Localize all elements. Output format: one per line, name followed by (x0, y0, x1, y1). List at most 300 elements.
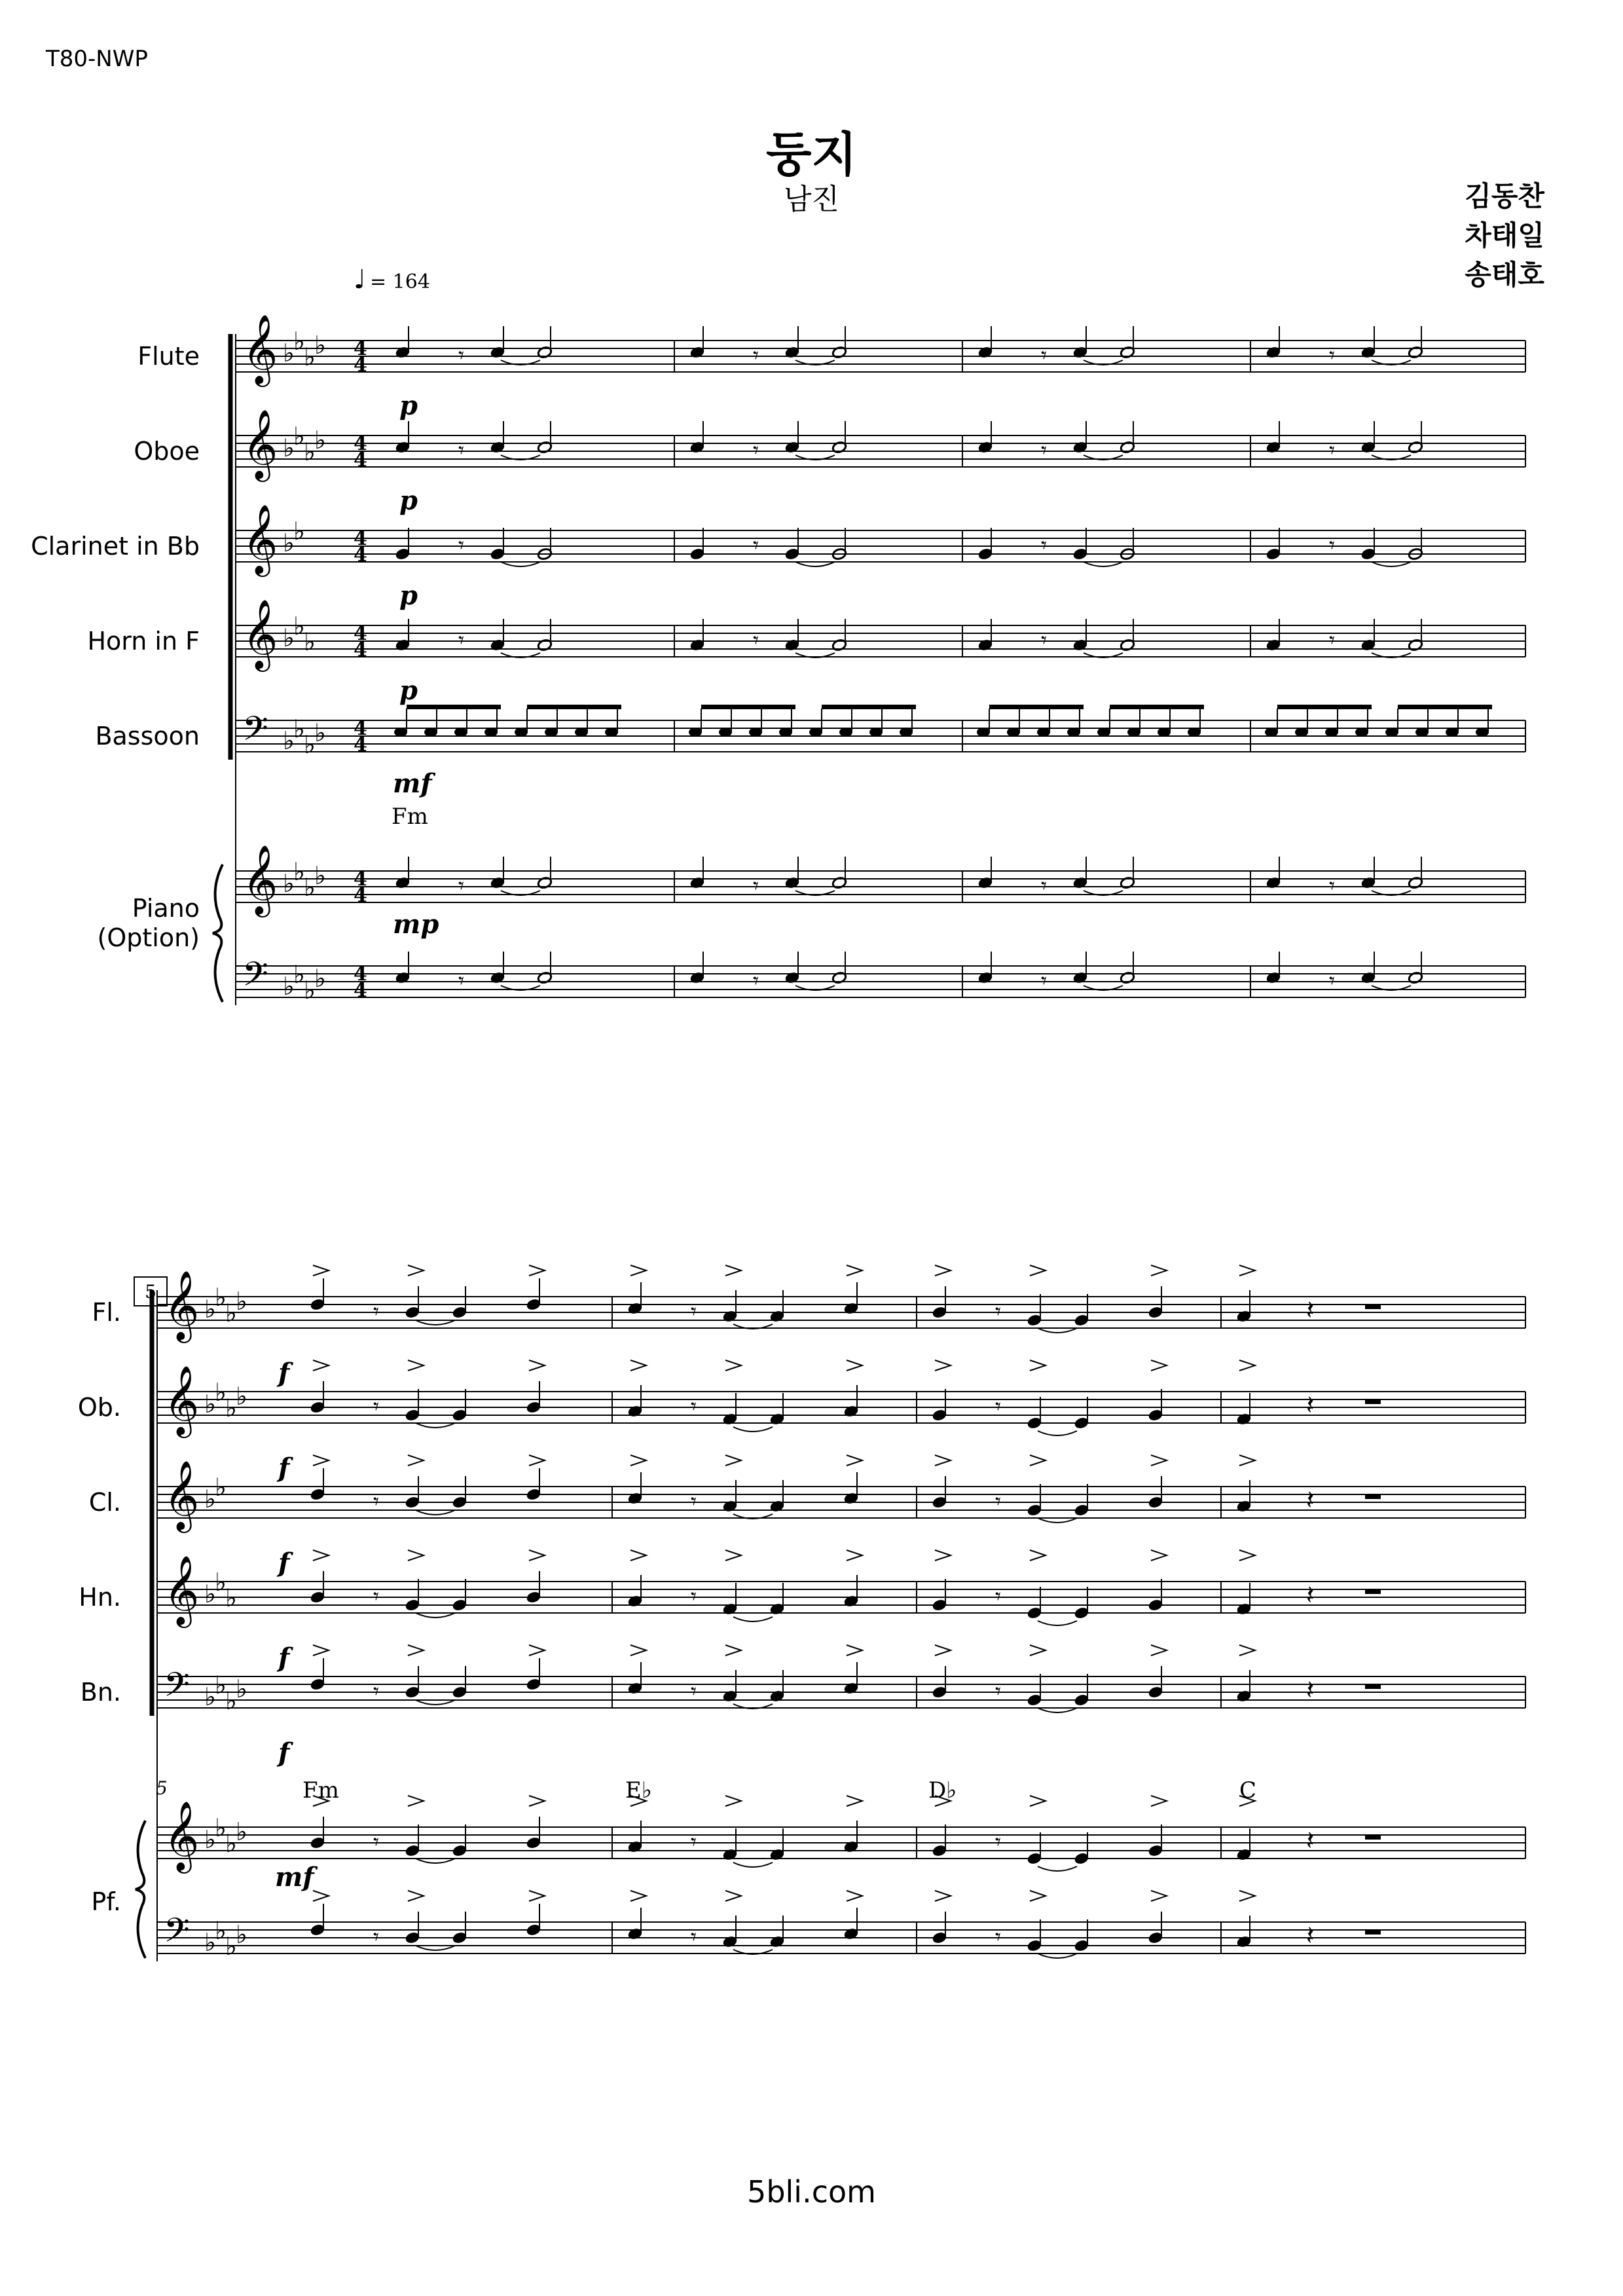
accent-mark (1239, 1265, 1255, 1276)
instrument-label: (Option) (97, 923, 200, 952)
eighth-rest-icon: 𝄾 (458, 873, 465, 899)
flat-icon: ♭ (304, 343, 316, 371)
flat-icon: ♭ (293, 714, 305, 743)
accent-mark (847, 1550, 862, 1561)
eighth-rest-icon: 𝄾 (691, 1924, 697, 1950)
note-head (1037, 728, 1050, 737)
flat-icon: ♭ (283, 726, 295, 755)
tie (1038, 1518, 1077, 1523)
accent-mark (529, 1360, 545, 1371)
time-signature: 4 (354, 622, 367, 645)
note-head (839, 728, 852, 737)
bass-clef-icon: 𝄢 (164, 1910, 190, 1958)
flat-icon: ♭ (304, 976, 316, 1005)
tie (1084, 562, 1123, 566)
accent-mark (313, 1360, 329, 1371)
eighth-rest-icon: 𝄾 (753, 627, 759, 654)
treble-clef-icon: 𝄞 (242, 314, 278, 384)
flat-icon: ♭ (236, 1920, 247, 1949)
accent-mark (313, 1265, 329, 1276)
accent-mark (408, 1796, 424, 1806)
instrument-label: Hn. (79, 1583, 121, 1612)
eighth-rest-icon: 𝄾 (1329, 343, 1336, 369)
quarter-note-icon: ♩ (354, 265, 366, 295)
bass-clef-icon: 𝄢 (164, 1665, 190, 1713)
accent-mark (1030, 1796, 1046, 1806)
flat-icon: ♭ (293, 327, 305, 356)
beam (701, 705, 795, 709)
accent-mark (725, 1645, 741, 1656)
accent-mark (725, 1550, 741, 1561)
instrument-label: Flute (137, 342, 200, 371)
accent-mark (529, 1455, 545, 1466)
flat-icon: ♭ (215, 1473, 227, 1502)
eighth-rest-icon: 𝄾 (373, 1583, 380, 1610)
accent-mark (630, 1265, 646, 1276)
composer-name: 김동찬 (1465, 180, 1544, 212)
accent-mark (935, 1645, 951, 1656)
accent-mark (313, 1455, 329, 1466)
accent-mark (725, 1891, 741, 1901)
tempo-value: = 164 (370, 270, 430, 293)
flat-icon: ♭ (204, 1928, 216, 1957)
instrument-label: Oboe (134, 437, 200, 466)
time-signature: 4 (354, 337, 367, 360)
flat-icon: ♭ (225, 1583, 237, 1612)
half-rest-icon (1365, 1589, 1381, 1594)
note-head (575, 728, 588, 737)
accent-mark (935, 1360, 951, 1371)
dynamic-mark: mp (393, 909, 439, 940)
time-signature: 4 (354, 639, 367, 661)
dynamic-mark: f (278, 1547, 290, 1578)
beam (407, 705, 501, 709)
treble-clef-icon: 𝄞 (242, 599, 278, 669)
tempo-marking (354, 265, 430, 295)
flat-icon: ♭ (215, 1813, 227, 1842)
tie (733, 1427, 773, 1432)
instrument-label: Clarinet in Bb (31, 532, 200, 561)
tie (1372, 562, 1411, 566)
treble-clef-icon: 𝄞 (242, 844, 278, 914)
flat-icon: ♭ (314, 426, 326, 454)
beam (1110, 705, 1204, 709)
flat-icon: ♭ (314, 331, 326, 360)
quarter-rest-icon: 𝄽 (1306, 1675, 1315, 1705)
note-head (749, 728, 762, 737)
eighth-rest-icon: 𝄾 (1041, 627, 1048, 654)
note-head (869, 728, 883, 737)
flat-icon: ♭ (204, 1390, 216, 1418)
tie (733, 1617, 773, 1621)
flat-icon: ♭ (204, 1580, 216, 1608)
accent-mark (725, 1455, 741, 1466)
accent-mark (1239, 1360, 1255, 1371)
accent-mark (529, 1265, 545, 1276)
accent-mark (630, 1360, 646, 1371)
tie (416, 1946, 455, 1950)
accent-mark (935, 1455, 951, 1466)
accent-mark (630, 1455, 646, 1466)
accent-mark (313, 1891, 329, 1901)
dynamic-mark: f (278, 1358, 290, 1388)
note-head (1067, 728, 1080, 737)
flat-icon: ♭ (283, 339, 295, 367)
flat-icon: ♭ (204, 1485, 216, 1513)
tie (1038, 1621, 1077, 1625)
accent-mark (1030, 1360, 1046, 1371)
chord-symbol: E♭ (625, 1777, 652, 1804)
time-signature: 4 (354, 449, 367, 472)
accent-mark (1030, 1550, 1046, 1561)
note-head (977, 728, 990, 737)
eighth-rest-icon: 𝄾 (753, 343, 759, 369)
treble-clef-icon: 𝄞 (164, 1800, 200, 1870)
accent-mark (725, 1360, 741, 1371)
flat-icon: ♭ (293, 612, 305, 640)
flat-icon: ♭ (215, 1568, 227, 1597)
chord-symbol: Fm (392, 804, 428, 830)
flat-icon: ♭ (283, 528, 295, 557)
accent-mark (1030, 1455, 1046, 1466)
accent-mark (1239, 1550, 1255, 1561)
note-head (1265, 728, 1278, 737)
accent-mark (935, 1891, 951, 1901)
flat-icon: ♭ (304, 873, 316, 902)
time-signature: 4 (354, 527, 367, 550)
treble-clef-icon: 𝄞 (164, 1365, 200, 1435)
eighth-rest-icon: 𝄾 (1041, 437, 1048, 464)
tie (1038, 1328, 1077, 1333)
tie (1038, 1708, 1077, 1713)
note-head (900, 728, 913, 737)
eighth-rest-icon: 𝄾 (373, 1394, 380, 1420)
system-1-dynamics (392, 390, 439, 940)
accent-mark (408, 1645, 424, 1656)
flat-icon: ♭ (293, 422, 305, 451)
flat-icon: ♭ (314, 861, 326, 890)
eighth-rest-icon: 𝄾 (1329, 437, 1336, 464)
score-code: T80-NWP (46, 46, 148, 72)
note-head (1446, 728, 1459, 737)
tie (1038, 1866, 1077, 1871)
eighth-rest-icon: 𝄾 (753, 968, 759, 994)
measure-number: 5 (156, 1777, 168, 1799)
beam (527, 705, 621, 709)
half-rest-icon (1365, 1835, 1381, 1840)
eighth-rest-icon: 𝄾 (1329, 532, 1336, 559)
accent-mark (1239, 1645, 1255, 1656)
eighth-rest-icon: 𝄾 (1329, 627, 1336, 654)
tie (416, 1700, 455, 1705)
flat-icon: ♭ (236, 1382, 247, 1411)
eighth-rest-icon: 𝄾 (691, 1394, 697, 1420)
flat-icon: ♭ (215, 1671, 227, 1699)
time-signature: 4 (354, 717, 367, 740)
accent-mark (408, 1550, 424, 1561)
flat-icon: ♭ (314, 964, 326, 993)
composer-name: 송태호 (1465, 259, 1544, 291)
accent-mark (630, 1891, 646, 1901)
flat-icon: ♭ (225, 1394, 237, 1422)
eighth-rest-icon: 𝄾 (753, 873, 759, 899)
instrument-label: Bn. (80, 1678, 121, 1707)
note-head (605, 728, 618, 737)
accent-mark (529, 1796, 545, 1806)
accent-mark (725, 1796, 741, 1806)
accent-mark (1151, 1645, 1167, 1656)
note-head (1385, 728, 1398, 737)
flat-icon: ♭ (293, 517, 305, 546)
flat-icon: ♭ (293, 857, 305, 886)
treble-clef-icon: 𝄞 (242, 409, 278, 479)
instrument-label: Piano (132, 894, 200, 923)
accent-mark (847, 1645, 862, 1656)
accent-mark (529, 1645, 545, 1656)
treble-clef-icon: 𝄞 (242, 504, 278, 574)
accent-mark (1030, 1645, 1046, 1656)
accent-mark (847, 1360, 862, 1371)
eighth-rest-icon: 𝄾 (373, 1678, 380, 1705)
beam (822, 705, 916, 709)
flat-icon: ♭ (283, 623, 295, 652)
flat-icon: ♭ (225, 1299, 237, 1327)
time-signature: 4 (354, 432, 367, 455)
accent-mark (529, 1550, 545, 1561)
eighth-rest-icon: 𝄾 (691, 1299, 697, 1325)
flat-icon: ♭ (304, 437, 316, 466)
tie (795, 562, 835, 566)
system-2-dynamics (275, 1358, 1256, 1893)
accent-mark (1030, 1265, 1046, 1276)
note-head (1007, 728, 1020, 737)
time-signature: 4 (354, 544, 367, 566)
accent-mark (408, 1360, 424, 1371)
accent-mark (935, 1265, 951, 1276)
dynamic-mark: f (278, 1642, 290, 1673)
chord-symbol: C (1239, 1777, 1257, 1804)
treble-clef-icon: 𝄞 (164, 1270, 200, 1340)
flat-icon: ♭ (225, 1829, 237, 1858)
system-1-labels (31, 342, 200, 952)
time-signature: 4 (354, 733, 367, 756)
time-signature: 4 (354, 963, 367, 986)
quarter-rest-icon: 𝄽 (1306, 1390, 1315, 1420)
eighth-rest-icon: 𝄾 (1041, 343, 1048, 369)
instrument-label: Fl. (92, 1298, 121, 1327)
accent-mark (935, 1550, 951, 1561)
accent-mark (1151, 1360, 1167, 1371)
measure-number: 5 (145, 1281, 156, 1303)
eighth-rest-icon: 𝄾 (458, 532, 465, 559)
note-head (515, 728, 528, 737)
half-rest-icon (1365, 1930, 1381, 1935)
quarter-rest-icon: 𝄽 (1306, 1485, 1315, 1515)
flat-icon: ♭ (283, 972, 295, 1001)
accent-mark (408, 1265, 424, 1276)
flat-icon: ♭ (204, 1295, 216, 1324)
time-signature: 4 (354, 868, 367, 891)
flat-icon: ♭ (236, 1817, 247, 1846)
quarter-rest-icon: 𝄽 (1306, 1921, 1315, 1951)
eighth-rest-icon: 𝄾 (691, 1678, 697, 1705)
flat-icon: ♭ (204, 1825, 216, 1854)
accent-mark (1151, 1891, 1167, 1901)
eighth-rest-icon: 𝄾 (995, 1829, 1002, 1855)
dynamic-mark: p (399, 485, 418, 516)
instrument-label: Ob. (77, 1393, 121, 1422)
dynamic-mark: mf (275, 1862, 314, 1893)
accent-mark (313, 1550, 329, 1561)
eighth-rest-icon: 𝄾 (753, 437, 759, 464)
chord-symbol: D♭ (928, 1777, 957, 1804)
eighth-rest-icon: 𝄾 (373, 1299, 380, 1325)
dynamic-mark: p (399, 580, 418, 611)
accent-mark (1151, 1455, 1167, 1466)
dynamic-mark: f (278, 1737, 290, 1768)
beam (989, 705, 1084, 709)
dynamic-mark: f (278, 1453, 290, 1483)
note-head (1415, 728, 1429, 737)
accent-mark (408, 1455, 424, 1466)
flat-icon: ♭ (204, 1682, 216, 1711)
flat-icon: ♭ (283, 434, 295, 462)
flat-icon: ♭ (236, 1287, 247, 1316)
accent-mark (1151, 1265, 1167, 1276)
flat-icon: ♭ (236, 1675, 247, 1703)
flat-icon: ♭ (314, 718, 326, 747)
note-head (1476, 728, 1489, 737)
time-signature: 4 (354, 354, 367, 377)
beam (1277, 705, 1372, 709)
quarter-rest-icon: 𝄽 (1306, 1580, 1315, 1610)
half-rest-icon (1365, 1399, 1381, 1404)
note-head (1127, 728, 1140, 737)
eighth-rest-icon: 𝄾 (373, 1489, 380, 1515)
half-rest-icon (1365, 1494, 1381, 1499)
tie (416, 1613, 455, 1618)
eighth-rest-icon: 𝄾 (458, 627, 465, 654)
accent-mark (1151, 1550, 1167, 1561)
instrument-label: Cl. (88, 1488, 121, 1517)
eighth-rest-icon: 𝄾 (1041, 968, 1048, 994)
song-title: 둥지 (765, 127, 858, 182)
accent-mark (1151, 1796, 1167, 1806)
eighth-rest-icon: 𝄾 (458, 343, 465, 369)
instrument-label: Pf. (91, 1887, 121, 1916)
time-signature: 4 (354, 979, 367, 1002)
note-head (809, 728, 822, 737)
eighth-rest-icon: 𝄾 (995, 1299, 1002, 1325)
note-head (1355, 728, 1368, 737)
eighth-rest-icon: 𝄾 (373, 1829, 380, 1855)
eighth-rest-icon: 𝄾 (995, 1924, 1002, 1950)
eighth-rest-icon: 𝄾 (373, 1924, 380, 1950)
quarter-rest-icon: 𝄽 (1306, 1295, 1315, 1325)
accent-mark (1030, 1891, 1046, 1901)
flat-icon: ♭ (293, 960, 305, 989)
flat-icon: ♭ (215, 1283, 227, 1312)
chord-symbol: Fm (302, 1777, 339, 1804)
half-rest-icon (1365, 1305, 1381, 1309)
dynamic-mark: p (399, 675, 418, 706)
eighth-rest-icon: 𝄾 (691, 1489, 697, 1515)
bass-clef-icon: 𝄢 (242, 709, 268, 756)
eighth-rest-icon: 𝄾 (995, 1394, 1002, 1420)
eighth-rest-icon: 𝄾 (1329, 968, 1336, 994)
treble-clef-icon: 𝄞 (164, 1460, 200, 1530)
note-head (779, 728, 792, 737)
song-artist: 남진 (783, 183, 839, 216)
note-head (1158, 728, 1171, 737)
accent-mark (847, 1455, 862, 1466)
note-head (689, 728, 702, 737)
eighth-rest-icon: 𝄾 (753, 532, 759, 559)
accent-mark (630, 1645, 646, 1656)
eighth-rest-icon: 𝄾 (458, 437, 465, 464)
eighth-rest-icon: 𝄾 (1041, 873, 1048, 899)
accent-mark (847, 1265, 862, 1276)
flat-icon: ♭ (283, 869, 295, 898)
accent-mark (847, 1796, 862, 1806)
dynamic-mark: p (399, 390, 418, 421)
flat-icon: ♭ (215, 1916, 227, 1945)
accent-mark (408, 1891, 424, 1901)
treble-clef-icon: 𝄞 (164, 1555, 200, 1625)
tie (733, 1862, 773, 1867)
note-head (484, 728, 498, 737)
accent-mark (313, 1645, 329, 1656)
piano-brace (213, 864, 223, 1002)
accent-mark (847, 1891, 862, 1901)
instrument-label: Horn in F (87, 627, 200, 656)
piano-brace (136, 1821, 145, 1958)
note-head (424, 728, 437, 737)
eighth-rest-icon: 𝄾 (691, 1829, 697, 1855)
quarter-rest-icon: 𝄽 (1306, 1826, 1315, 1856)
eighth-rest-icon: 𝄾 (458, 968, 465, 994)
instrument-label: Bassoon (95, 722, 200, 750)
flat-icon: ♭ (225, 1686, 237, 1715)
accent-mark (1239, 1891, 1255, 1901)
tie (416, 1510, 455, 1515)
note-head (545, 728, 558, 737)
dynamic-mark: mf (393, 768, 432, 799)
note-head (1188, 728, 1201, 737)
half-rest-icon (1365, 1684, 1381, 1689)
tie (416, 1423, 455, 1428)
flat-icon: ♭ (304, 627, 316, 656)
composer-name: 차태일 (1465, 219, 1544, 251)
bass-clef-icon: 𝄢 (242, 954, 268, 1002)
accent-mark (1239, 1455, 1255, 1466)
tie (416, 1859, 455, 1863)
note-head (719, 728, 732, 737)
note-head (1097, 728, 1110, 737)
footer-site: 5bli.com (747, 2174, 876, 2210)
note-head (1295, 728, 1308, 737)
accent-mark (630, 1550, 646, 1561)
tie (1038, 1431, 1077, 1435)
accent-mark (529, 1891, 545, 1901)
note-head (394, 728, 407, 737)
eighth-rest-icon: 𝄾 (691, 1583, 697, 1610)
beam (1398, 705, 1492, 709)
time-signature: 4 (354, 884, 367, 907)
note-head (454, 728, 467, 737)
tie (1038, 1953, 1077, 1958)
eighth-rest-icon: 𝄾 (1041, 532, 1048, 559)
